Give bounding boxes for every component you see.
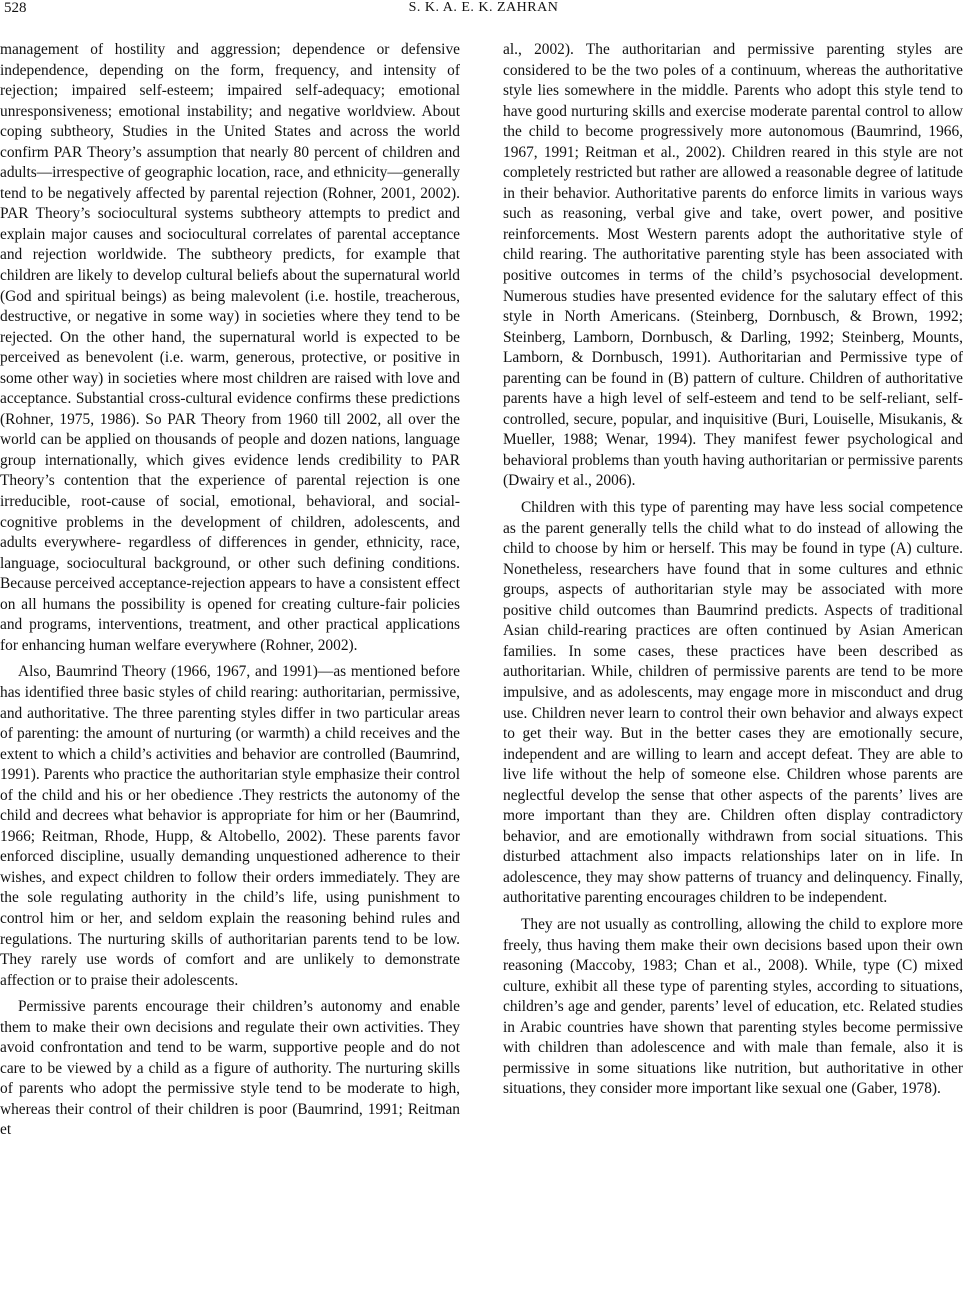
right-paragraph-3: They are not usually as controlling, allowing the child to explore more freely, thus having them make their own decisions based upon their own reasoning (Maccoby, 1983; Chan et al., 2008). While, type (C) mixed culture, exhibit all these type of parenting styles, according to situations, children’s age and gender, parents’ level of education, etc. Related studies in Arabic countries have shown that parenting styles become permissive with children than adolescence and with male than female, also it is permissive in some situations like nutrition, but authoritative in other situations, they consider more important like sexual one (Gaber, 1978). [503,915,963,1098]
right-column [503,40,963,1100]
running-head: S. K. A. E. K. ZAHRAN [408,0,559,15]
right-paragraph-2: Children with this type of parenting may have less social competence as the parent generally tells the child what to do instead of allowing the child to choose by him or herself. This may be found in type (A) culture. Nonetheless, researchers have found that in some cultures and ethnic groups, aspects of authoritarian style may be associated with more positive child outcomes than Baumrind predicts. Aspects of traditional Asian child-rearing practices are often continued by Asian American families. In some cases, these practices have been described as authoritarian. While, children of permissive parents are tend to be more impulsive, and as adolescents, may engage more in misconduct and drug use. Children never learn to control their own behavior and always expect to get their way. But in the better cases they are emotionally secure, independent and are willing to learn and accept defeat. They are able to live life without the help of someone else. Children whose parents are neglectful develop the sense that other aspects of the parents’ lives are more important than they are. Children often display contradictory behavior, and are emotionally withdrawn from social situations. This disturbed attachment also impacts relationships later on in life. In adolescence, they may show patterns of truancy and delinquency. Finally, authoritative parenting encourages children to be independent. [503,499,963,907]
right-paragraph-1: al., 2002). The authoritarian and permissive parenting styles are considered to be the two poles of a continuum, whereas the authoritative style lies somewhere in the middle. Parents who adopt this style tend to have good nurturing skills and exercise moderate parental control to allow the child to become progressively more autonomous (Baumrind, 1966, 1967, 1991; Reitman et al., 2002). Children reared in this style are not completely restricted but rather are allowed a reasonable degree of latitude in their behavior. Authoritative parents do enforce limits in various ways such as reasoning, verbal give and take, overt power, and positive reinforcements. Most Western parents adopt the authoritative style of child rearing. The authoritative parenting style has been associated with positive outcomes in terms of the child’s psychosocial development. Numerous studies have presented evidence for the salutary effect of this style in North Americans. (Steinberg, Dornbusch, & Brown, 1992; Steinberg, Lamborn, Dornbusch, & Darling, 1992; Steinberg, Mounts, Lamborn, & Dornbusch, 1991). Authoritarian and Permissive type of parenting can be found in (B) pattern of culture. Children of authoritative parents have a high level of self-esteem and tend to be self-reliant, self-controlled, secure, popular, and inquisitive (Buri, Louiselle, Misukanis, & Mueller, 1988; Wenar, 1994). They manifest fewer psychological and behavioral problems than youth having authoritarian or permissive parents (Dwairy et al., 2006). [503,41,963,490]
left-paragraph-1: management of hostility and aggression; dependence or defensive independence, depending on the form, frequency, and intensity of rejection; impaired self-esteem; impaired self-adequacy; emotional unresponsiveness; emotional instability; and negative worldview. About coping subtheory, Studies in the United States and across the world confirm PAR Theory’s assumption that nearly 80 percent of children and adults—irrespective of geographic location, race, and ethnicity—generally tend to be negatively affected by parental rejection (Rohner, 2001, 2002). PAR Theory’s sociocultural systems subtheory attempts to predict and explain major causes and sociocultural correlates of parental acceptance and rejection worldwide. The subtheory predicts, for example that children are likely to develop cultural beliefs about the supernatural world (God and spiritual beings) as being malevolent (i.e. hostile, treacherous, destructive, or negative in some way) in societies where they tend to be rejected. On the other hand, the supernatural world is expected to be perceived as benevolent (i.e. warm, generous, protective, or positive in some other way) in societies where most children are raised with love and acceptance. Substantial cross-cultural evidence confirms these predictions (Rohner, 1975, 1986). So PAR Theory from 1960 till 2002, all over the world can be applied on thousands of people and dozen nations, language group internationally, which gives evidence lends credibility to PAR Theory’s contention that the experience of parental rejection is one irreducible, root-cause of social, emotional, behavioral, and social-cognitive problems in the development of children, adolescents, and adults everywhere- regardless of differences in gender, ethnicity, race, language, sociocultural background, or other such defining conditions. Because perceived acceptance-rejection appears to have a consistent effect on all humans the possibility is opened for creating culture-fair policies and programs, interventions, treatment, and other practical applications for enhancing human welfare everywhere (Rohner, 2002). [0,41,460,654]
left-column [0,40,460,1141]
left-paragraph-3: Permissive parents encourage their children’s autonomy and enable them to make their own decisions and regulate their own activities. They avoid confrontation and tend to be warm, supportive people and do not care to be viewed by a child as a figure of authority. The nurturing skills of parents who adopt the permissive style tend to be moderate to high, whereas their control of their children is poor (Baumrind, 1991; Reitman et [0,998,460,1139]
left-paragraph-2: Also, Baumrind Theory (1966, 1967, and 1991)—as mentioned before has identified three basic styles of child rearing: authoritarian, permissive, and authoritative. The three parenting styles differ in two particular areas of parenting: the amount of nurturing (or warmth) a child receives and the extent to which a child’s activities and behavior are controlled (Baumrind, 1991). Parents who practice the authoritarian style emphasize their control of the child and his or her obedience .They restricts the autonomy of the child and decrees what behavior is appropriate for him or her (Baumrind, 1966; Reitman, Rhode, Hupp, & Altobello, 2002). These parents favor enforced discipline, usually demanding unquestioned adherence to their wishes, and expect children to follow their orders immediately. They are the sole regulating authority in the child’s life, using punishment to control him or her, and seldom explain the reasoning behind rules and regulations. The nurturing skills of authoritarian parents tend to be low. They rarely use words of comfort and are unlikely to demonstrate affection or to praise their adolescents. [0,663,460,989]
page-number: 528 [4,0,27,16]
